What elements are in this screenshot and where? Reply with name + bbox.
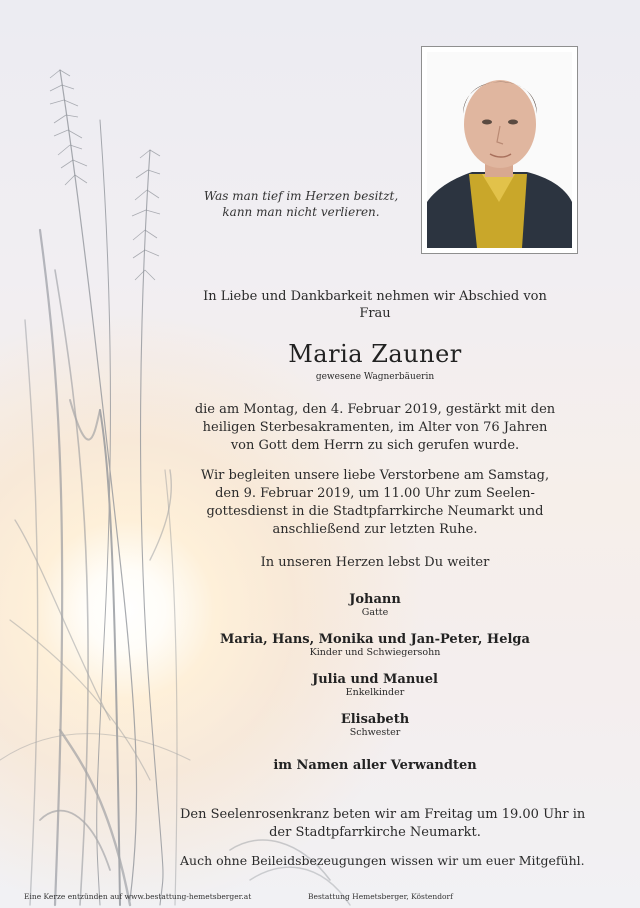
mourner-relation: Gatte [361,607,389,618]
funeral-line: den 9. Februar 2019, um 11.00 Uhr zum Seelen- [215,486,535,501]
mourner-name: Maria, Hans, Monika und Jan-Peter, Helga [220,632,530,647]
mourner-name: Julia und Manuel [312,672,438,687]
mourner-relation: Schwester [349,727,401,738]
deceased-name: Maria Zauner [288,340,462,368]
mourner-relation: Kinder und Schwiegersohn [309,647,441,658]
funeral-line: Wir begleiten unsere liebe Verstorbene am Samstag, [200,468,550,483]
footer-undertaker: Bestattung Hemetsberger, Köstendorf [308,892,453,901]
funeral-paragraph [180,467,570,539]
rosary-line: der Stadtpfarrkirche Neumarkt. [269,825,481,840]
portrait-photo [427,52,572,248]
death-line: die am Montag, den 4. Februar 2019, gestärkt mit den [194,402,556,417]
mourner-relation: Enkelkinder [345,687,405,698]
rosary-notice [180,806,586,842]
deceased-occupation: gewesene Wagnerbäuerin [315,372,435,382]
rosary-line: Den Seelenrosenkranz beten wir am Freitag um 19.00 Uhr in [180,807,586,822]
no-condolences-note: Auch ohne Beileidsbezeugungen wissen wir um euer Mitgefühl. [180,853,585,868]
closing-line: im Namen aller Verwandten [273,758,477,773]
footer-link[interactable]: Eine Kerze entzünden auf www.bestattung-hemetsberger.at [24,892,252,901]
funeral-line: anschließend zur letzten Ruhe. [272,522,478,537]
funeral-line: gottesdienst in die Stadtpfarrkirche Neumarkt und [206,504,544,519]
memorial-quote [196,188,406,220]
intro-line-2: Frau [359,306,391,321]
portrait-frame [421,46,578,254]
motto: In unseren Herzen lebst Du weiter [260,555,490,570]
death-line: von Gott dem Herrn zu sich gerufen wurde. [230,438,520,453]
death-line: heiligen Sterbesakramenten, im Alter von 76 Jahren [202,420,548,435]
intro-line-1: In Liebe und Dankbarkeit nehmen wir Abschied von [203,289,547,304]
mourner-name: Elisabeth [340,712,410,727]
intro-text [180,288,570,322]
quote-line-1: Was man tief im Herzen besitzt, [203,189,399,203]
death-paragraph [180,401,570,455]
quote-line-2: kann man nicht verlieren. [222,205,380,219]
mourner-name: Johann [349,592,401,607]
